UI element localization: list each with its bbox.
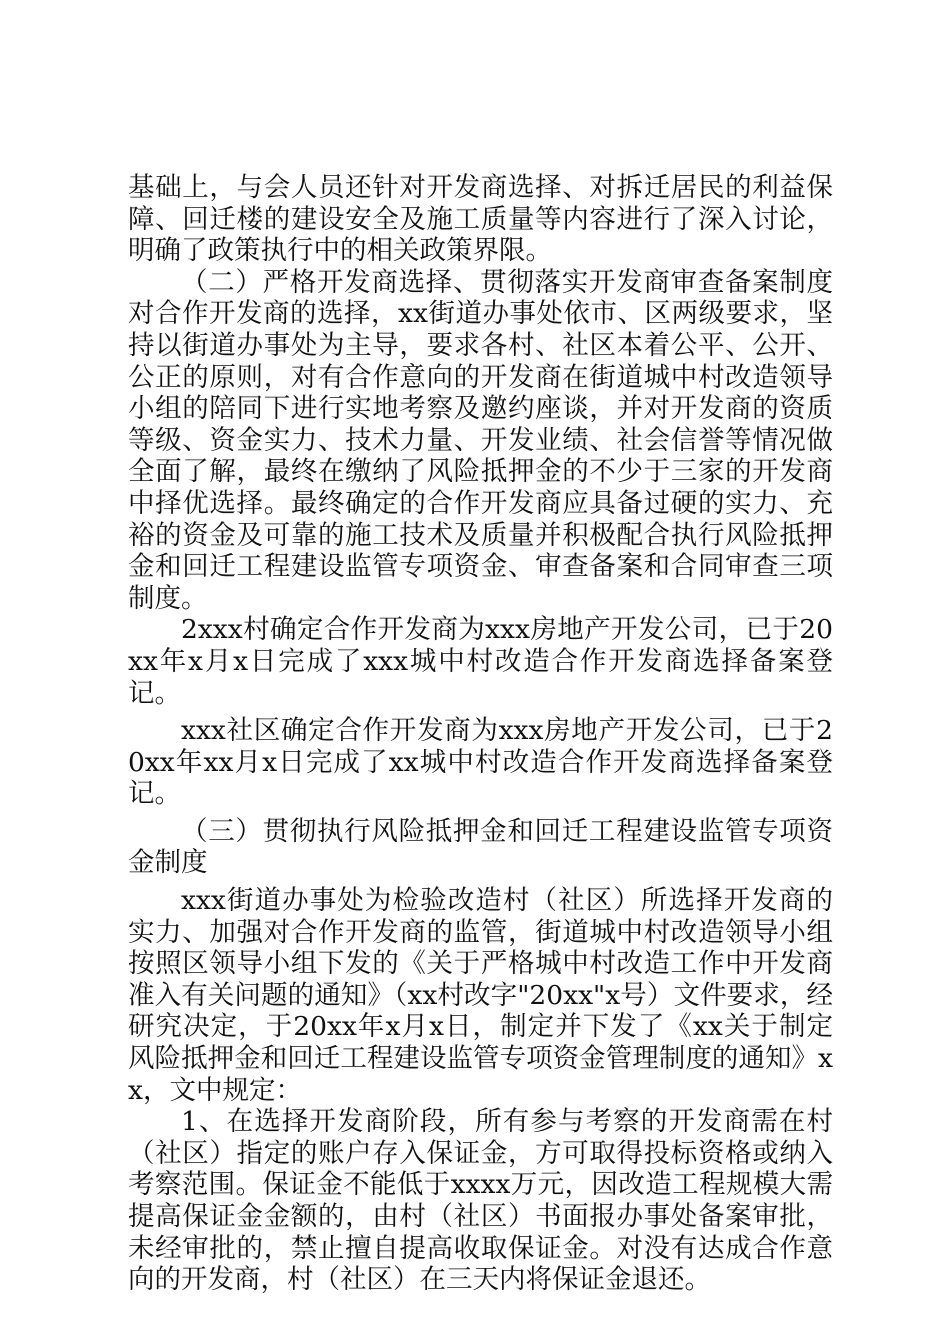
paragraph-continuation: 基础上，与会人员还针对开发商选择、对拆迁居民的利益保障、回迁楼的建设安全及施工质量等内容进行了深入讨论，明确了政策执行中的相关政策界限。 xyxy=(128,172,833,267)
paragraph-section-three-heading: （三）贯彻执行风险抵押金和回迁工程建设监管专项资金制度 xyxy=(128,815,833,879)
paragraph-village-developer: 2xxx村确定合作开发商为xxx房地产开发公司，已于20xx年x月x日完成了xxx城中村改造合作开发商选择备案登记。 xyxy=(128,614,833,709)
paragraph-rule-one: 1、在选择开发商阶段，所有参与考察的开发商需在村（社区）指定的账户存入保证金，方可取得投标资格或纳入考察范围。保证金不能低于xxxx万元，因改造工程规模大需提高保证金金额的，由村（社区）书面报办事处备案审批，未经审批的，禁止擅自提高收取保证金。对没有达成合作意向的开发商，村（社区）在三天内将保证金退还。 xyxy=(128,1106,833,1296)
paragraph-street-office: xxx街道办事处为检验改造村（社区）所选择开发商的实力、加强对合作开发商的监管，街道城中村改造领导小组按照区领导小组下发的《关于严格城中村改造工作中开发商准入有关问题的通知》（xx村改字"20xx"x号）文件要求，经研究决定，于20xx年x月x日，制定并下发了《xx关于制定风险抵押金和回迁工程建设监管专项资金管理制度的通知》xx，文中规定： xyxy=(128,885,833,1106)
paragraph-section-two: （二）严格开发商选择、贯彻落实开发商审查备案制度对合作开发商的选择，xx街道办事处依市、区两级要求，坚持以街道办事处为主导，要求各村、社区本着公平、公开、公正的原则，对有合作意向的开发商在街道城中村改造领导小组的陪同下进行实地考察及邀约座谈，并对开发商的资质等级、资金实力、技术力量、开发业绩、社会信誉等情况做全面了解，最终在缴纳了风险抵押金的不少于三家的开发商中择优选择。最终确定的合作开发商应具备过硬的实力、充裕的资金及可靠的施工技术及质量并积极配合执行风险抵押金和回迁工程建设监管专项资金、审查备案和合同审查三项制度。 xyxy=(128,266,833,614)
paragraph-community-developer: xxx社区确定合作开发商为xxx房地产开发公司，已于20xx年xx月x日完成了xx城中村改造合作开发商选择备案登记。 xyxy=(128,715,833,810)
document-page xyxy=(128,172,833,1296)
